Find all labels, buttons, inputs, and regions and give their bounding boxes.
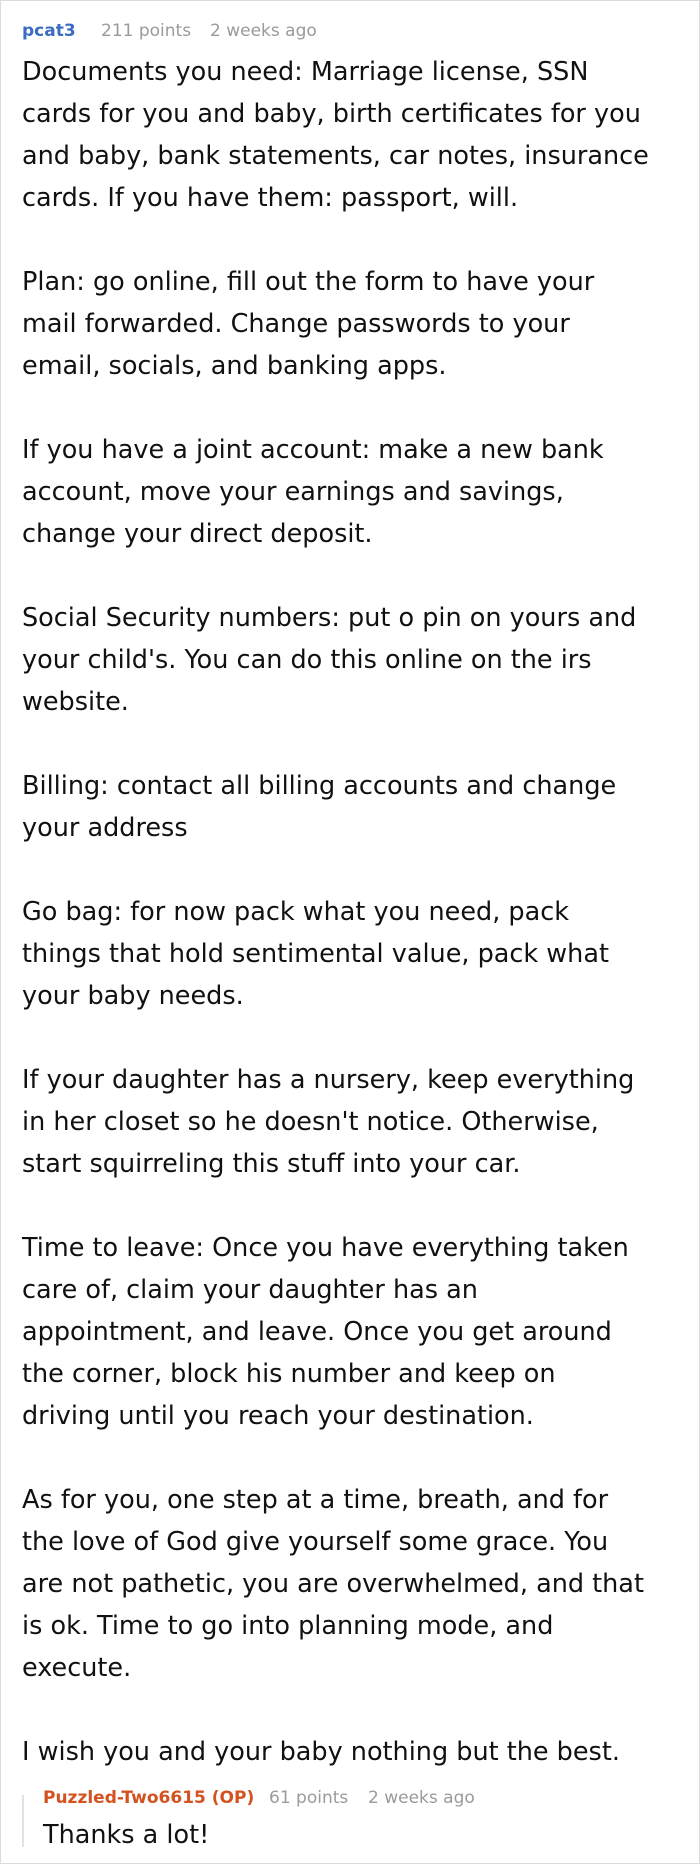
comment-line: things that hold sentimental value, pack what bbox=[22, 939, 609, 969]
comment-line: and baby, bank statements, car notes, insurance bbox=[22, 141, 649, 171]
comment-line: As for you, one step at a time, breath, and for bbox=[22, 1485, 609, 1515]
reply-timestamp: 2 weeks ago bbox=[368, 1788, 475, 1808]
comment-paragraph bbox=[22, 765, 692, 849]
comment-line: appointment, and leave. Once you get around bbox=[22, 1317, 612, 1347]
comment-line: your child's. You can do this online on the irs bbox=[22, 645, 592, 675]
comment-line: is ok. Time to go into planning mode, and bbox=[22, 1611, 554, 1641]
comment-line: I wish you and your baby nothing but the best. bbox=[22, 1737, 620, 1767]
comment-line: change your direct deposit. bbox=[22, 519, 373, 549]
comment-line: the corner, block his number and keep on bbox=[22, 1359, 556, 1389]
comment-line: If you have a joint account: make a new bank bbox=[22, 435, 604, 465]
comment-paragraph bbox=[22, 891, 692, 1017]
comment-line: Time to leave: Once you have everything taken bbox=[22, 1233, 629, 1263]
comment-paragraph bbox=[22, 1227, 692, 1437]
comment-line: your baby needs. bbox=[22, 981, 244, 1011]
comment-paragraph bbox=[22, 51, 692, 219]
reply-points: 61 points bbox=[269, 1788, 349, 1808]
comment-line: Go bag: for now pack what you need, pack bbox=[22, 897, 570, 927]
comment-line: Social Security numbers: put o pin on yours and bbox=[22, 603, 637, 633]
comment-line: mail forwarded. Change passwords to your bbox=[22, 309, 570, 339]
comment-line: email, socials, and banking apps. bbox=[22, 351, 447, 381]
comment-line: Plan: go online, fill out the form to have your bbox=[22, 267, 595, 297]
comment-timestamp: 2 weeks ago bbox=[210, 21, 317, 41]
comment-line: account, move your earnings and savings, bbox=[22, 477, 564, 507]
comment-paragraph bbox=[22, 261, 692, 387]
comment-line: Documents you need: Marriage license, SSN bbox=[22, 57, 589, 87]
comment-line: cards for you and baby, birth certificates for you bbox=[22, 99, 641, 129]
comment-line: the love of God give yourself some grace. You bbox=[22, 1527, 609, 1557]
comment-line: execute. bbox=[22, 1653, 132, 1683]
comment-line: are not pathetic, you are overwhelmed, and that bbox=[22, 1569, 644, 1599]
reply-thread-line[interactable] bbox=[22, 1795, 24, 1847]
comment-line: website. bbox=[22, 687, 129, 717]
comment-line: start squirreling this stuff into your car. bbox=[22, 1149, 521, 1179]
comment-paragraph bbox=[22, 597, 692, 723]
comment-line: cards. If you have them: passport, will. bbox=[22, 183, 519, 213]
comment-line: your address bbox=[22, 813, 188, 843]
comment-author-link[interactable]: pcat3 bbox=[22, 21, 76, 41]
reply-author-link[interactable]: Puzzled-Two6615 (OP) bbox=[43, 1788, 255, 1808]
comment-body bbox=[22, 51, 692, 1815]
comment-line: in her closet so he doesn't notice. Otherwise, bbox=[22, 1107, 599, 1137]
comment-line: If your daughter has a nursery, keep everything bbox=[22, 1065, 635, 1095]
comment-line: driving until you reach your destination. bbox=[22, 1401, 534, 1431]
comment-line: care of, claim your daughter has an bbox=[22, 1275, 478, 1305]
comment-paragraph bbox=[22, 1479, 692, 1689]
comment-paragraph bbox=[22, 1731, 692, 1773]
comment-paragraph bbox=[22, 429, 692, 555]
reply-text: Thanks a lot! bbox=[43, 1820, 210, 1850]
comment-points: 211 points bbox=[101, 21, 192, 41]
comment-line: Billing: contact all billing accounts and change bbox=[22, 771, 617, 801]
comment-paragraph bbox=[22, 1059, 692, 1185]
